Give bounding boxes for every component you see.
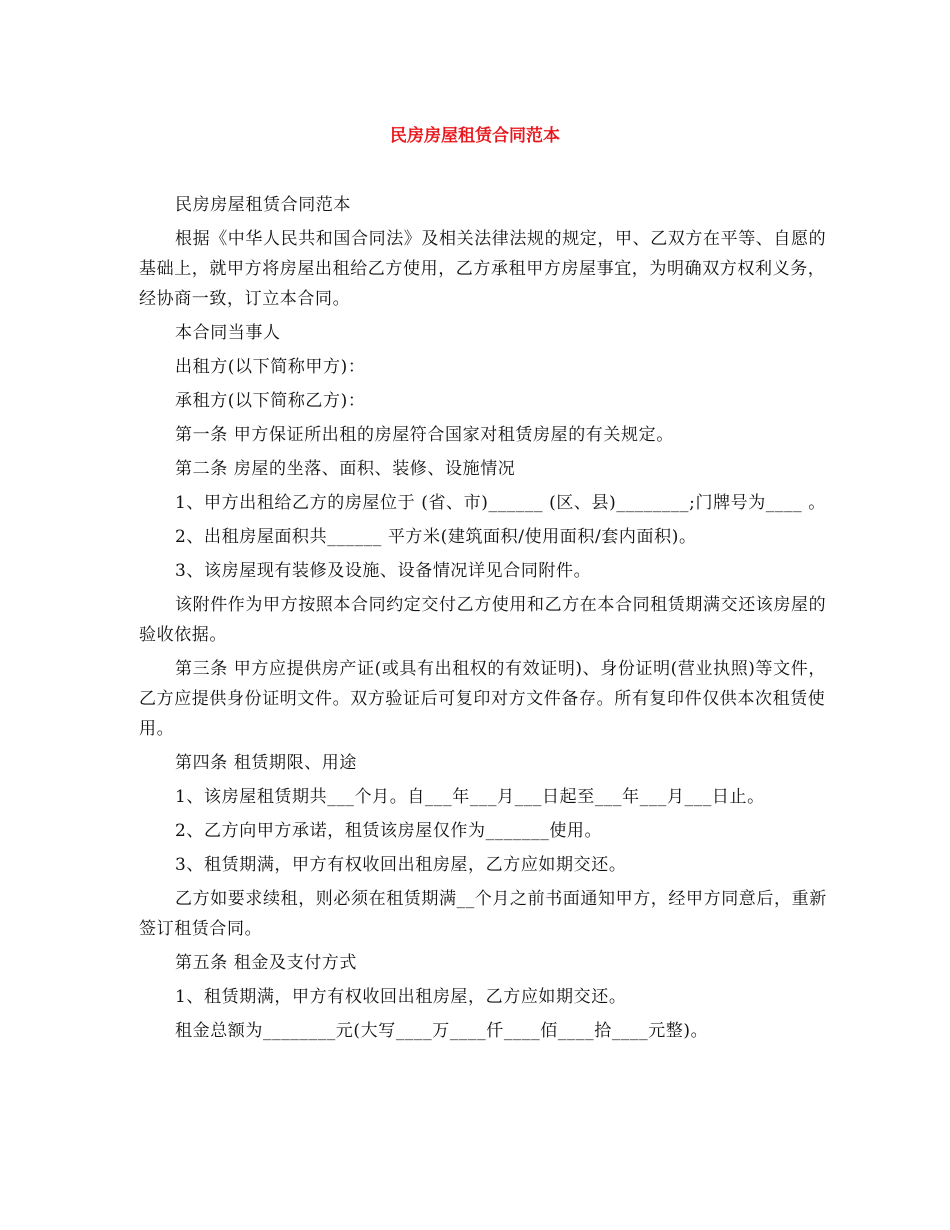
- paragraph-parties-heading: 本合同当事人: [175, 323, 281, 343]
- paragraph-article-5: 第五条 租金及支付方式: [175, 953, 358, 973]
- paragraph-article-2: 第二条 房屋的坐落、面积、装修、设施情况: [175, 459, 516, 479]
- paragraph-article-3: 第三条 甲方应提供房产证(或具有出租权的有效证明)、身份证明(营业执照)等文件，乙方应提供身份证明文件。双方验证后可复印对方文件备存。所有复印件仅供本次租赁使用。: [139, 659, 826, 739]
- paragraph-preamble: 根据《中华人民共和国合同法》及相关法律法规的规定，甲、乙双方在平等、自愿的基础上，就甲方将房屋出租给乙方使用，乙方承租甲方房屋事宜，为明确双方权利义务，经协商一致，订立本合同。: [139, 229, 827, 309]
- paragraph-lessee: 承租方(以下简称乙方)：: [175, 391, 366, 411]
- paragraph-article-4-item-1: 1、该房屋租赁期共___个月。自___年___月___日起至___年___月___日止。: [175, 787, 765, 807]
- paragraph-heading-repeat: 民房房屋租赁合同范本: [175, 195, 351, 215]
- document-body: [139, 190, 829, 1050]
- paragraph-renewal: 乙方如要求续租，则必须在租赁期满__个月之前书面通知甲方，经甲方同意后，重新签订租赁合同。: [139, 889, 827, 939]
- paragraph-article-4-item-3: 3、租赁期满，甲方有权收回出租房屋，乙方应如期交还。: [175, 855, 627, 875]
- paragraph-lessor: 出租方(以下简称甲方)：: [175, 357, 366, 377]
- paragraph-article-2-item-1: 1、甲方出租给乙方的房屋位于 (省、市)______ (区、县)________;门牌号为____ 。: [175, 493, 826, 513]
- paragraph-article-4: 第四条 租赁期限、用途: [175, 753, 358, 773]
- paragraph-article-2-item-2: 2、出租房屋面积共______ 平方米(建筑面积/使用面积/套内面积)。: [175, 527, 697, 547]
- paragraph-attachment-note: 该附件作为甲方按照本合同约定交付乙方使用和乙方在本合同租赁期满交还该房屋的验收依据。: [139, 595, 827, 645]
- paragraph-article-5-item-1: 1、租赁期满，甲方有权收回出租房屋，乙方应如期交还。: [175, 987, 627, 1007]
- paragraph-article-1: 第一条 甲方保证所出租的房屋符合国家对租赁房屋的有关规定。: [175, 425, 674, 445]
- paragraph-rent-total: 租金总额为________元(大写____万____仟____佰____拾____元整)。: [175, 1021, 709, 1041]
- document-title: 民房房屋租赁合同范本: [390, 126, 560, 146]
- paragraph-article-2-item-3: 3、该房屋现有装修及设施、设备情况详见合同附件。: [175, 561, 592, 581]
- paragraph-article-4-item-2: 2、乙方向甲方承诺，租赁该房屋仅作为_______使用。: [175, 821, 603, 841]
